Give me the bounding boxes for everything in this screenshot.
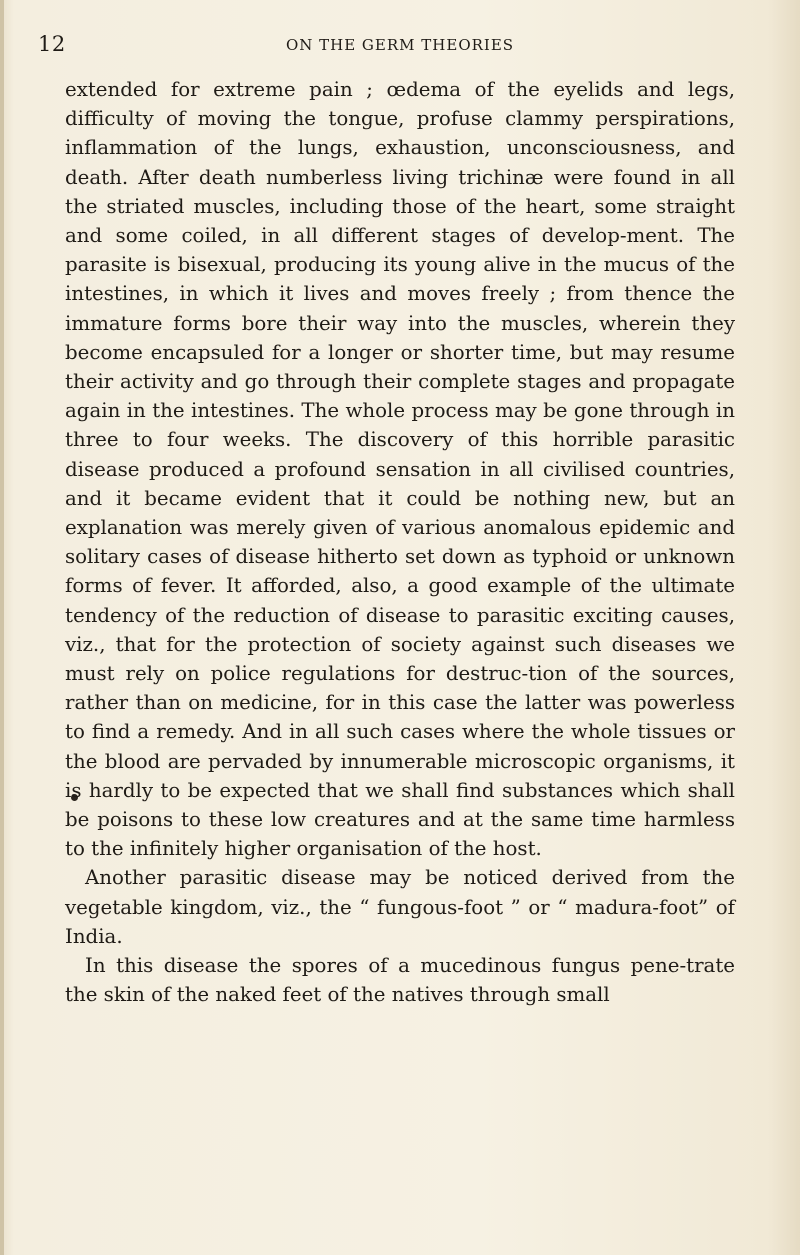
page-gutter-edge bbox=[0, 0, 4, 1255]
paragraph-trichinae: extended for extreme pain ; œdema of the eyelids and legs, difficulty of moving the tongue, profuse clammy perspirations, inflammation of the lungs, exhaustion, unconsciousness, and death. After death numberless living trichinæ were found in all the striated muscles, including those of the heart, some straight and some coiled, in all different stages of develop-ment. The parasite is bisexual, producing its young alive in the mucus of the intestines, in which it lives and moves freely ; from thence the immature forms bore their way into the muscles, wherein they become encapsuled for a longer or shorter time, but may resume their activity and go through their complete stages and propagate again in the intestines. The whole process may be gone through in three to four weeks. The discovery of this horrible parasitic disease produced a profound sensation in all civilised countries, and it became evident that it could be nothing new, but an explanation was merely given of various anomalous epidemic and solitary cases of disease hitherto set down as typhoid or unknown forms of fever. It afforded, also, a good example of the ultimate tendency of the reduction of disease to parasitic exciting causes, viz., that for the protection of society against such diseases we must rely on police regulations for destruc-tion of the sources, rather than on medicine, for in this case the latter was powerless to find a remedy. And in all such cases where the whole tissues or the blood are pervaded by innumerable microscopic organisms, it is hardly to be expected that we shall find substances which shall be poisons to these low creatures and at the same time harmless to the infinitely higher organisation of the host. bbox=[65, 78, 735, 861]
running-head: ON THE GERM THEORIES bbox=[285, 36, 515, 54]
paragraph-spores: In this disease the spores of a mucedinous fungus pene-trate the skin of the naked feet of the natives through small bbox=[65, 954, 735, 1007]
body-text bbox=[65, 75, 735, 1010]
page-number: 12 bbox=[38, 32, 66, 56]
paragraph-fungous-foot: Another parasitic disease may be noticed derived from the vegetable kingdom, viz., the “ fungous-foot ” or “ madura-foot” of India. bbox=[65, 866, 735, 948]
